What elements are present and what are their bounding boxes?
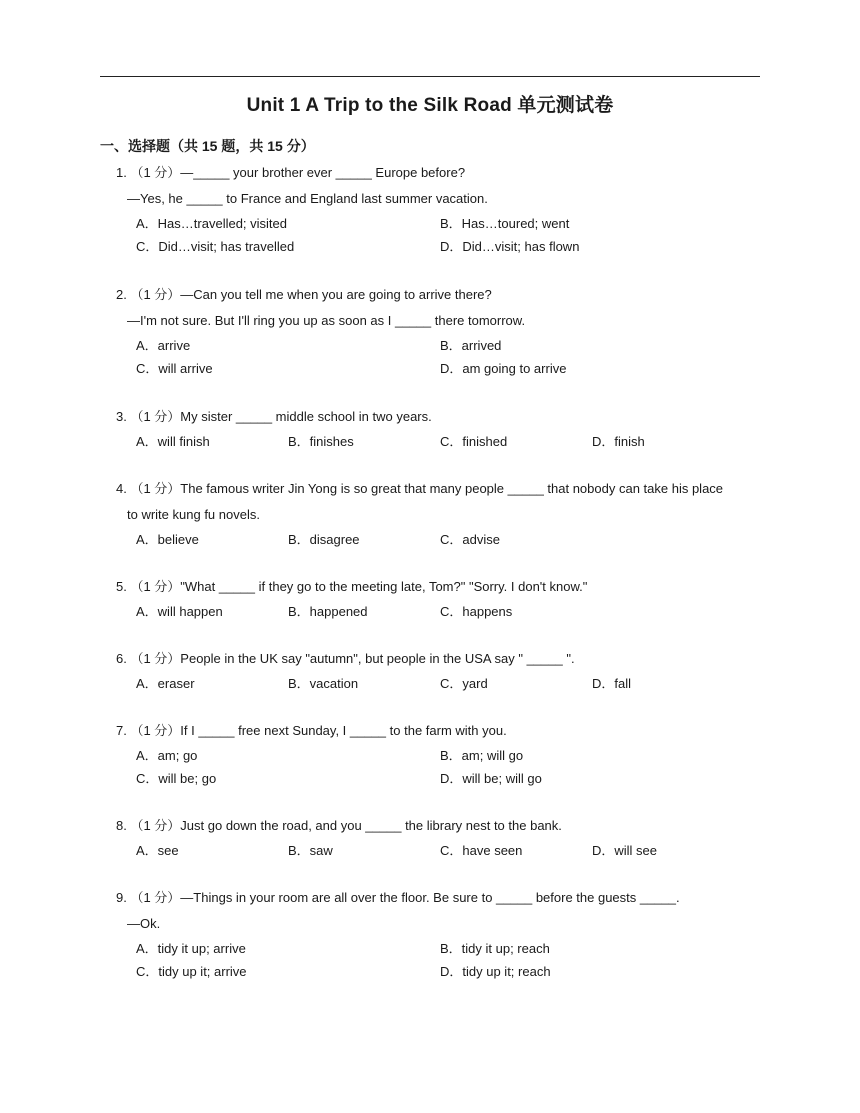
question-stem: 5. （1 分）"What _____ if they go to the meeting late, Tom?" "Sorry. I don't know." — [116, 579, 588, 594]
option-d[interactable]: D．finish — [592, 434, 645, 449]
question-stem-continued: —I'm not sure. But I'll ring you up as soon as I _____ there tomorrow. — [127, 313, 526, 328]
option-c[interactable]: C．finished — [440, 434, 508, 449]
option-b[interactable]: B．vacation — [288, 676, 359, 691]
option-c[interactable]: C．advise — [440, 532, 500, 547]
option-c[interactable]: C．happens — [440, 604, 513, 619]
question-6 — [116, 646, 766, 695]
question-9 — [116, 885, 766, 983]
question-7 — [116, 718, 766, 790]
question-stem: 4. （1 分）The famous writer Jin Yong is so great that many people _____ that nobody can take his place — [116, 481, 724, 496]
option-d[interactable]: D．Did…visit; has flown — [440, 239, 580, 254]
option-b[interactable]: B．arrived — [440, 338, 502, 353]
option-a[interactable]: A．Has…travelled; visited — [136, 216, 287, 231]
option-b[interactable]: B．happened — [288, 604, 368, 619]
question-stem: 2. （1 分）—Can you tell me when you are going to arrive there? — [116, 287, 492, 302]
option-a[interactable]: A．tidy it up; arrive — [136, 941, 246, 956]
question-stem: 8. （1 分）Just go down the road, and you _____ the library nest to the bank. — [116, 818, 562, 833]
question-8 — [116, 813, 766, 862]
option-b[interactable]: B．tidy it up; reach — [440, 941, 550, 956]
option-a[interactable]: A．believe — [136, 532, 199, 547]
option-b[interactable]: B．Has…toured; went — [440, 216, 570, 231]
question-stem: 1. （1 分）—_____ your brother ever _____ Europe before? — [116, 165, 466, 180]
option-a[interactable]: A．see — [136, 843, 179, 858]
question-5 — [116, 574, 766, 623]
option-c[interactable]: C．have seen — [440, 843, 523, 858]
option-b[interactable]: B．disagree — [288, 532, 360, 547]
option-b[interactable]: B．saw — [288, 843, 333, 858]
option-a[interactable]: A．am; go — [136, 748, 198, 763]
option-c[interactable]: C．will arrive — [136, 361, 213, 376]
option-c[interactable]: C．yard — [440, 676, 488, 691]
option-c[interactable]: C．Did…visit; has travelled — [136, 239, 295, 254]
option-d[interactable]: D．fall — [592, 676, 632, 691]
option-b[interactable]: B．finishes — [288, 434, 354, 449]
option-a[interactable]: A．will finish — [136, 434, 210, 449]
question-1 — [116, 160, 766, 258]
page-title: Unit 1 A Trip to the Silk Road 单元测试卷 — [246, 95, 614, 116]
option-d[interactable]: D．am going to arrive — [440, 361, 567, 376]
option-a[interactable]: A．arrive — [136, 338, 191, 353]
question-stem-continued: to write kung fu novels. — [127, 507, 260, 522]
question-stem-continued: —Yes, he _____ to France and England last summer vacation. — [127, 191, 488, 206]
header-rule — [100, 76, 760, 77]
option-d[interactable]: D．tidy up it; reach — [440, 964, 551, 979]
question-2 — [116, 282, 766, 380]
question-stem: 6. （1 分）People in the UK say "autumn", but people in the USA say " _____ ". — [116, 651, 575, 666]
question-stem: 9. （1 分）—Things in your room are all over the floor. Be sure to _____ before the guests _____. — [116, 890, 680, 905]
option-b[interactable]: B．am; will go — [440, 748, 524, 763]
option-a[interactable]: A．eraser — [136, 676, 195, 691]
option-c[interactable]: C．tidy up it; arrive — [136, 964, 247, 979]
option-d[interactable]: D．will be; will go — [440, 771, 542, 786]
question-3 — [116, 404, 766, 453]
question-stem: 7. （1 分）If I _____ free next Sunday, I _____ to the farm with you. — [116, 723, 507, 738]
option-d[interactable]: D．will see — [592, 843, 658, 858]
option-c[interactable]: C．will be; go — [136, 771, 217, 786]
question-stem: 3. （1 分）My sister _____ middle school in two years. — [116, 409, 432, 424]
question-stem-continued: —Ok. — [127, 916, 161, 931]
option-a[interactable]: A．will happen — [136, 604, 223, 619]
question-4 — [116, 476, 766, 551]
section-heading: 一、选择题（共 15 题，共 15 分） — [100, 138, 315, 154]
